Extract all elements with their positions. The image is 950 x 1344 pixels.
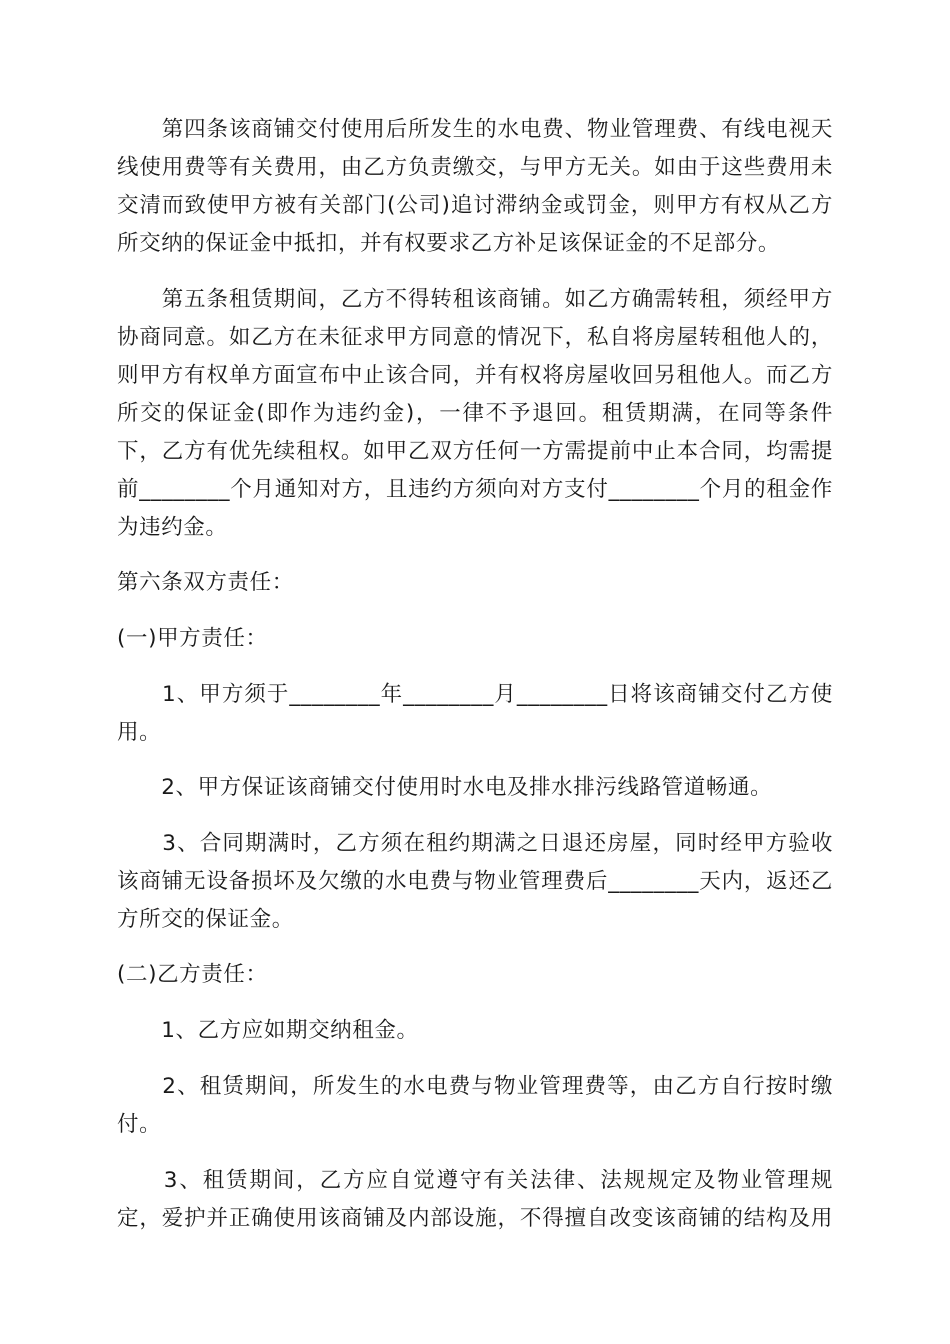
- text-line: 3、合同期满时，乙方须在租约期满之日退还房屋，同时经甲方验收: [117, 831, 833, 856]
- text-line: 2、甲方保证该商铺交付使用时水电及排水排污线路管道畅通。: [117, 775, 773, 800]
- text-line: 定，爱护并正确使用该商铺及内部设施，不得擅自改变该商铺的结构及用: [117, 1206, 833, 1231]
- text-line: 则甲方有权单方面宣布中止该合同，并有权将房屋收回另租他人。而乙方: [117, 363, 833, 388]
- text-line: 线使用费等有关费用，由乙方负责缴交，与甲方无关。如由于这些费用未: [117, 155, 833, 180]
- text-line: 协商同意。如乙方在未征求甲方同意的情况下，私自将房屋转租他人的，: [117, 325, 833, 350]
- text-line: 方所交的保证金。: [117, 907, 294, 932]
- text-line: 为违约金。: [117, 515, 228, 540]
- text-line: 3、租赁期间，乙方应自觉遵守有关法律、法规规定及物业管理规: [117, 1168, 833, 1193]
- text-line: 用。: [117, 720, 162, 745]
- text-line: 第五条租赁期间，乙方不得转租该商铺。如乙方确需转租，须经甲方: [117, 287, 833, 312]
- subsection-heading: (二)乙方责任：: [117, 962, 268, 987]
- text-line: 下，乙方有优先续租权。如甲乙双方任何一方需提前中止本合同，均需提: [117, 439, 833, 464]
- text-line: 2、租赁期间，所发生的水电费与物业管理费等，由乙方自行按时缴: [117, 1074, 833, 1099]
- text-line: 所交的保证金(即作为违约金)，一律不予退回。租赁期满，在同等条件: [117, 401, 833, 426]
- text-line: 前________个月通知对方，且违约方须向对方支付________个月的租金作: [117, 477, 833, 502]
- subsection-heading: (一)甲方责任：: [117, 626, 268, 651]
- section-heading: 第六条双方责任：: [117, 570, 294, 595]
- text-line: 1、甲方须于________年________月________日将该商铺交付乙方使: [117, 682, 833, 707]
- text-line: 该商铺无设备损坏及欠缴的水电费与物业管理费后________天内，返还乙: [117, 869, 833, 894]
- text-line: 1、乙方应如期交纳租金。: [117, 1018, 419, 1043]
- text-line: 交清而致使甲方被有关部门(公司)追讨滞纳金或罚金，则甲方有权从乙方: [117, 193, 833, 218]
- text-line: 付。: [117, 1112, 162, 1137]
- text-line: 第四条该商铺交付使用后所发生的水电费、物业管理费、有线电视天: [117, 117, 833, 142]
- text-line: 所交纳的保证金中抵扣，并有权要求乙方补足该保证金的不足部分。: [117, 231, 781, 256]
